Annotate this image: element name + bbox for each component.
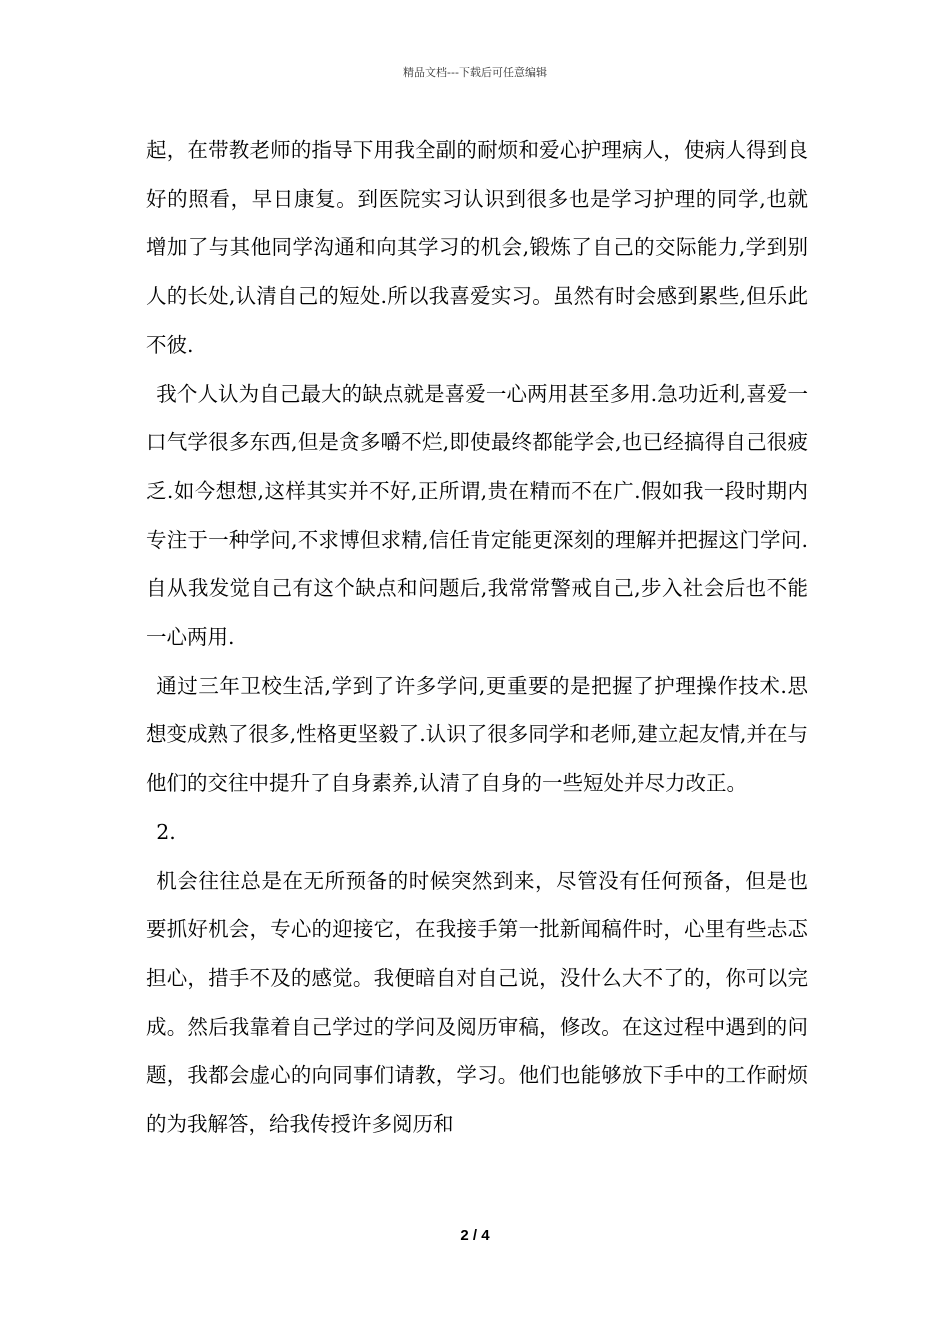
- page-header: 精品文档---下载后可任意编辑: [403, 66, 547, 79]
- paragraph-2: 我个人认为自己最大的缺点就是喜爱一心两用甚至多用.急功近利,喜爱一口气学很多东西,但是贪多嚼不烂,即使最终都能学会,也已经搞得自己很疲乏.如今想想,这样其实并不好,正所谓,贵在精而不在广.假如我一段时期内专注于一种学问,不求博但求精,信任肯定能更深刻的理解并把握这门学问.自从我发觉自己有这个缺点和问题后,我常常警戒自己,步入社会后也不能一心两用.: [146, 381, 808, 650]
- section-number: 2.: [156, 819, 176, 844]
- paragraph-1: 起，在带教老师的指导下用我全副的耐烦和爱心护理病人，使病人得到良好的照看，早日康复。到医院实习认识到很多也是学习护理的同学,也就增加了与其他同学沟通和向其学习的机会,锻炼了自己的交际能力,学到别人的长处,认清自己的短处.所以我喜爱实习。虽然有时会感到累些,但乐此不彼.: [146, 138, 808, 357]
- paragraph-3: 通过三年卫校生活,学到了许多学问,更重要的是把握了护理操作技术.思想变成熟了很多,性格更坚毅了.认识了很多同学和老师,建立起友情,并在与他们的交往中提升了自身素养,认清了自身的一些短处并尽力改正。: [146, 673, 808, 796]
- paragraph-4: 机会往往总是在无所预备的时候突然到来，尽管没有任何预备，但是也要抓好机会，专心的迎接它，在我接手第一批新闻稿件时，心里有些忐忑担心，措手不及的感觉。我便暗自对自己说，没什么大不了的，你可以完成。然后我靠着自己学过的学问及阅历审稿，修改。在这过程中遇到的问题，我都会虚心的向同事们请教，学习。他们也能够放下手中的工作耐烦的为我解答，给我传授许多阅历和: [146, 868, 808, 1137]
- page-number: 2 / 4: [460, 1227, 490, 1244]
- document-body: [146, 126, 808, 1149]
